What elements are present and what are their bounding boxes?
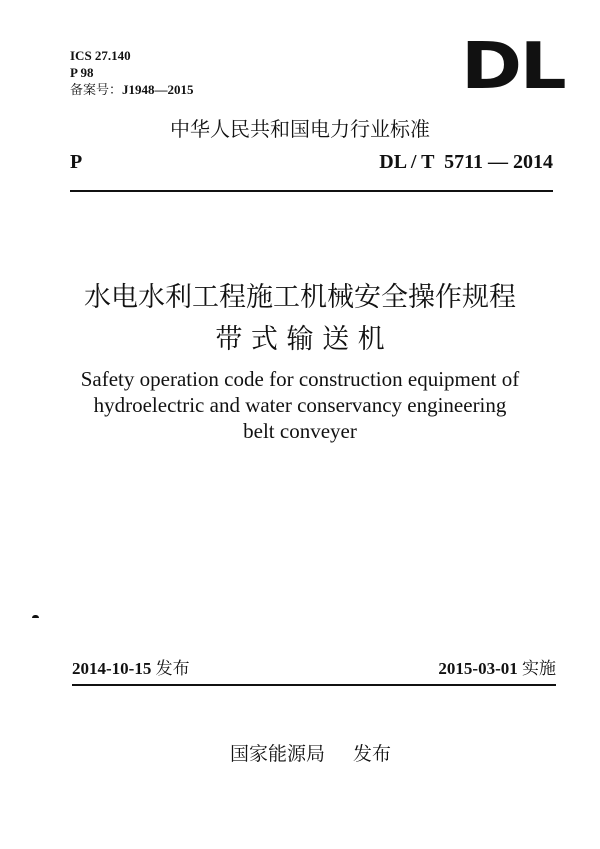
publisher-block [230,739,391,766]
title-en-line3: belt conveyer [243,419,357,443]
issue-label: 发布 [155,659,190,679]
issue-date-block [72,654,190,679]
ccs-code: P 98 [70,65,94,80]
standard-type: 中华人民共和国电力行业标准 [170,117,430,141]
issue-date: 2014-10-15 [72,659,152,678]
title-en-line2: hydroelectric and water conservancy engineering [93,393,507,417]
standard-number: DL / T 5711 — 2014 [379,151,553,173]
scan-mark [32,615,39,618]
effective-label: 实施 [522,659,556,679]
category-letter: P [70,151,83,173]
filing-number [70,81,194,99]
filing-value: J1948—2015 [122,82,194,97]
date-divider [72,684,556,686]
publisher-label: 发布 [353,743,392,765]
filing-label: 备案号： [70,83,123,98]
effective-date: 2015-03-01 [438,659,518,678]
publisher-name: 国家能源局 [230,743,326,765]
title-cn-line1: 水电水利工程施工机械安全操作规程 [84,282,516,313]
title-en-line1: Safety operation code for construction equipment of [80,367,520,391]
header-divider [70,190,553,192]
ics-code: ICS 27.140 [70,48,131,63]
dl-logo: DL [461,30,565,104]
title-cn-line2: 带 式 输 送 机 [215,324,385,355]
effective-date-block [438,654,556,679]
